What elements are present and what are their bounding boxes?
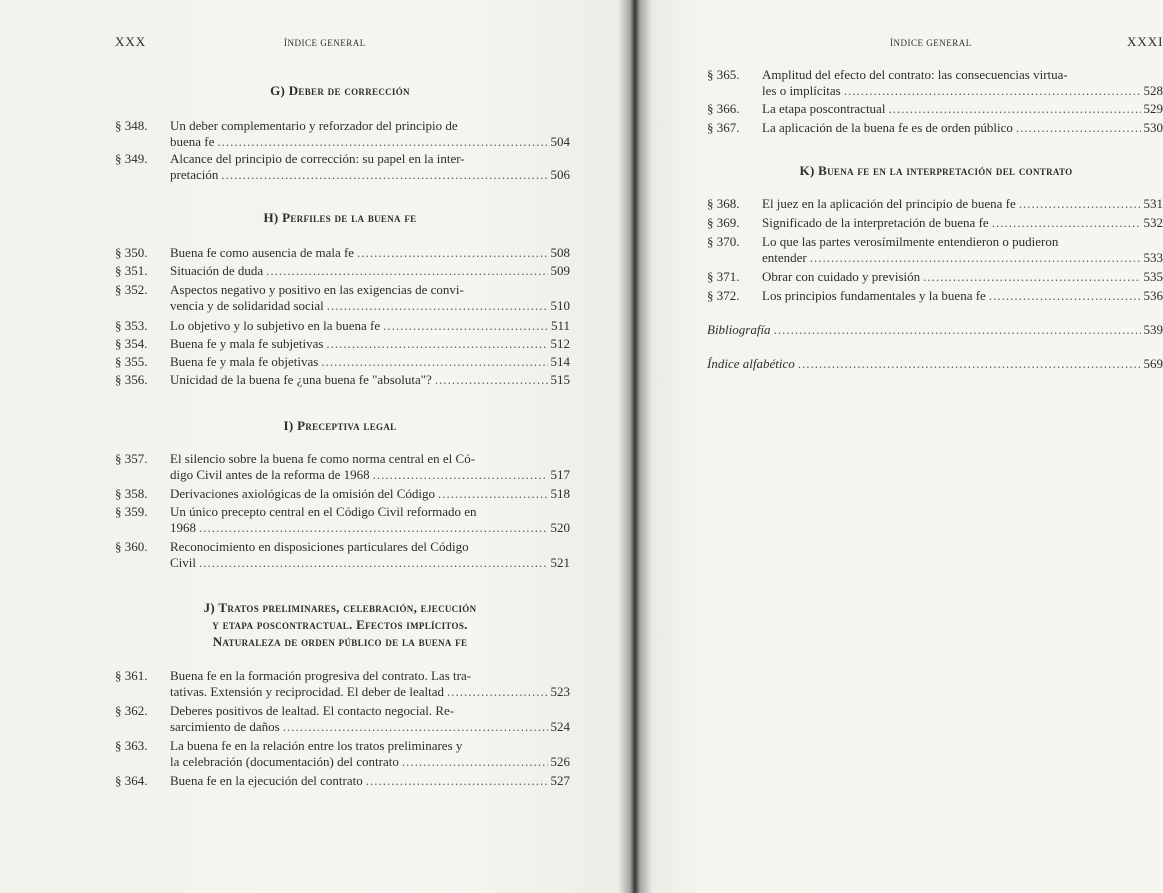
page-number: 527 [550, 773, 570, 788]
section-heading-k: K) Buena fe en la interpretación del contrato [799, 163, 1073, 178]
section-heading-j: J) Tratos preliminares, celebración, ejecución y etapa poscontractual. Efectos implícitos. Naturaleza de orden público de la buena fe [203, 600, 477, 649]
page-number: 514 [550, 354, 570, 369]
book-gutter [618, 0, 652, 893]
section-heading-h: H) Perfiles de la buena fe [263, 210, 417, 225]
page-number: 536 [1143, 288, 1163, 303]
page-number: 509 [550, 263, 570, 278]
page-number: 512 [550, 336, 570, 351]
page-number: 510 [550, 297, 570, 313]
page-number: 521 [550, 554, 570, 570]
page-number: 569 [1143, 356, 1163, 371]
page-number: 535 [1143, 269, 1163, 284]
page-number: 506 [550, 166, 570, 182]
section-heading-g: G) Deber de corrección [270, 83, 410, 98]
left-folio: XXX [115, 34, 147, 49]
page-number: 508 [550, 245, 570, 260]
right-folio: XXXI [1127, 34, 1163, 49]
left-running-head: ÍNDICE GENERAL [284, 38, 366, 48]
page-number: 532 [1143, 215, 1163, 230]
page-number: 529 [1143, 101, 1163, 116]
page-number: 504 [550, 133, 570, 149]
page-number: 526 [550, 753, 570, 769]
page-number: 511 [550, 318, 570, 333]
page-number: 518 [550, 486, 570, 501]
toc-entry-bibliografia[interactable]: Bibliografía ..... 539 [707, 322, 1163, 338]
section-heading-i: I) Preceptiva legal [283, 418, 397, 433]
right-running-head: ÍNDICE GENERAL [890, 38, 972, 48]
page-number: 517 [550, 466, 570, 482]
page-number: 528 [1143, 82, 1163, 98]
page-number: 539 [1143, 322, 1163, 337]
page-number: 523 [550, 683, 570, 699]
page-number: 520 [550, 519, 570, 535]
page-number: 531 [1143, 196, 1163, 211]
left-page: XXX ÍNDICE GENERAL G) Deber de corrección § 348. Un deber complementario y reforzador del principio de buena fe ..... 504 § 349. Alcance del principio de corrección: su papel en la inter- pretación ..... 506 H) Perfiles de la buena fe § 350. Buena fe como ausencia de mala fe ..... 508 § 351. Situación de duda ..... 509 § 352. Aspectos negativo y positivo en las exigencias de convi- vencia y de solidaridad social ..... 510 § 353. Lo objetivo y lo subjetivo en la buena fe ..... 511 § 354. Buena fe y mala fe subjetivas ..... 512 § 355. Buena fe y mala fe objetivas ..... 514 § 356. Unicidad de la buena fe ¿una buena fe "absoluta"? ..... 515 I) Preceptiva legal § 357. El silencio sobre la buena fe como norma central en el Có- digo Civil antes de la reforma de 1968 ..... 517 § 358. Derivaciones axiológicas de la omisión del Código ..... 518 § 359. Un único precepto central en el Código Civil reformado en 1968 ..... 520 § 360. Reconocimiento en disposiciones particulares del Código Civil ..... 521 J) Tratos preliminares, celebración, ejecución y etapa poscontractual. Efectos implícitos. Naturaleza de orden público de la buena fe § 361. Buena fe en la formación progresiva del contrato. Las tra- tativas. Extensión y reciprocidad. El deber de lealtad ..... 523 § 362. Deberes positivos de lealtad. El contacto negocial. Re- sarcimiento de daños ..... 524 § 363. La buena fe en la relación entre los tratos preliminares y la celebración (documentación) del contrato ..... 526 § 364. Buena fe en la ejecución del contrato ..... 527 [0, 0, 636, 893]
page-number: 530 [1143, 120, 1163, 135]
page-number: 524 [550, 718, 570, 734]
page-number: 533 [1143, 249, 1163, 265]
toc-entry-indice-alfabetico[interactable]: Índice alfabético ..... 569 [707, 356, 1163, 372]
page-number: 515 [550, 372, 570, 387]
right-page: ÍNDICE GENERAL XXXI § 365. Amplitud del efecto del contrato: las consecuencias virtua- les o implícitas ..... 528 § 366. La etapa poscontractual ..... 529 § 367. La aplicación de la buena fe es de orden público ..... 530 K) Buena fe en la interpretación del contrato § 368. El juez en la aplicación del principio de buena fe ..... 531 § 369. Significado de la interpretación de buena fe ..... 532 § 370. Lo que las partes verosímilmente entendieron o pudieron entender ..... 533 § 371. Obrar con cuidado y previsión ..... 535 § 372. Los principios fundamentales y la buena fe ..... 536 Bibliografía ..... 539 Índice alfabético ..... 569 [636, 0, 1163, 893]
